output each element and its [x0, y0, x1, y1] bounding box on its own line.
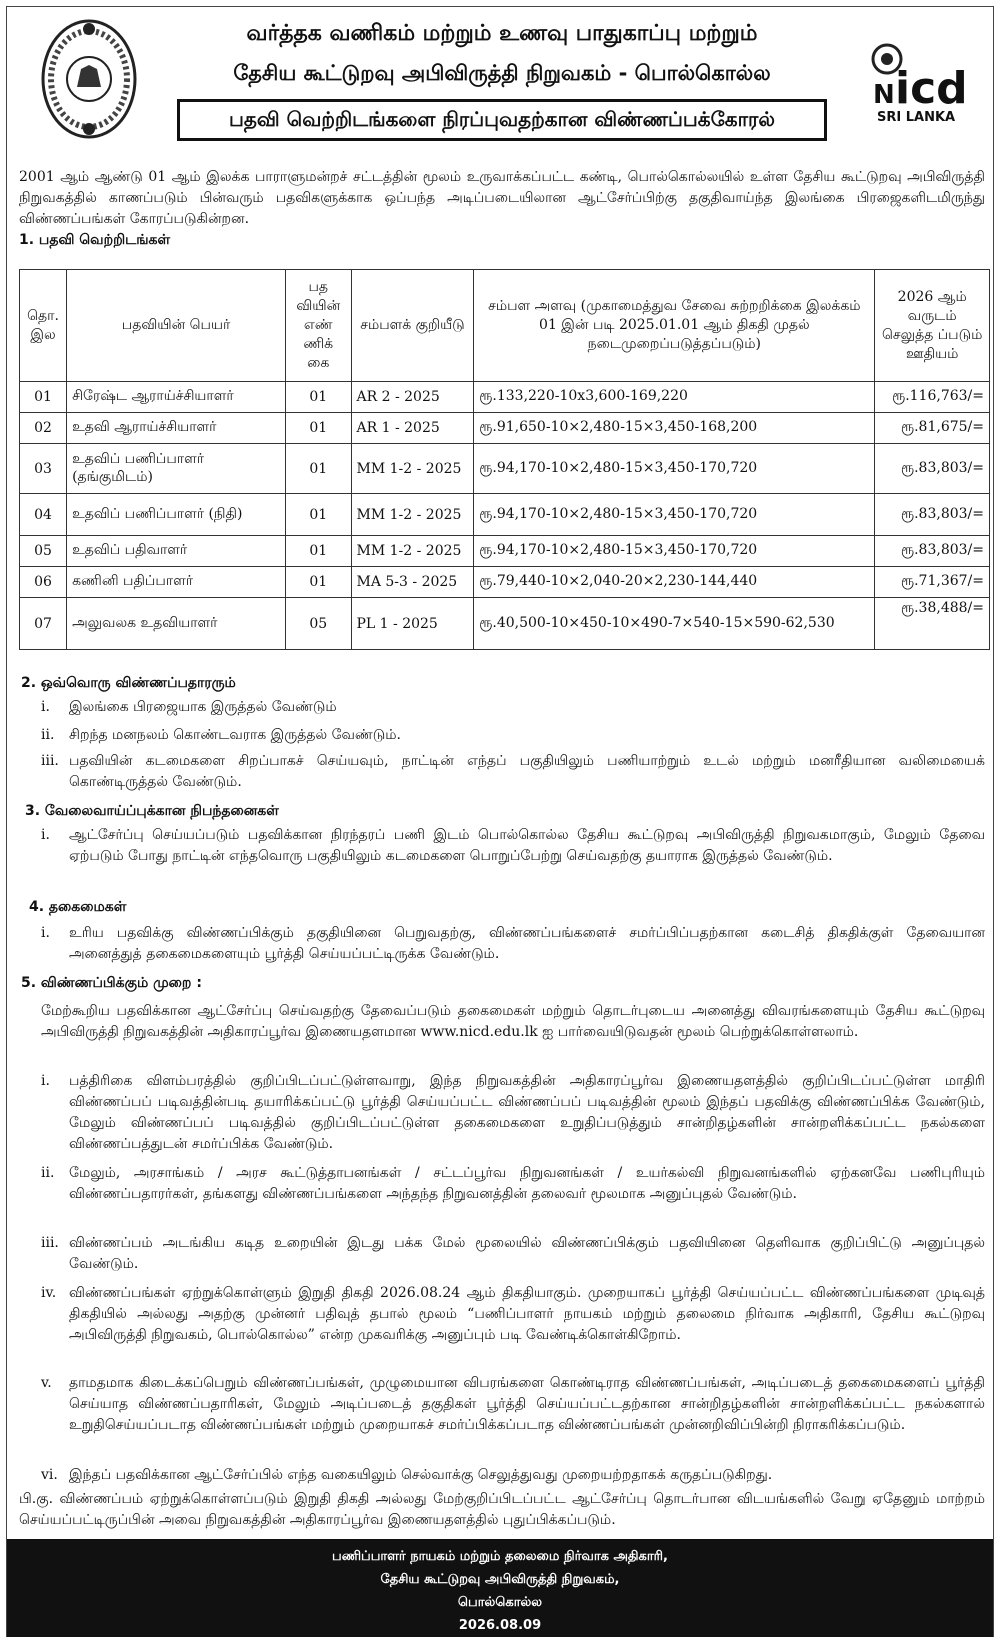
- cell-scale: ரூ.40,500-10×450-10×490-7×540-15×590-62,530: [474, 598, 875, 650]
- cell-post: கணினி பதிப்பாளர்: [67, 567, 286, 598]
- cell-post: உதவிப் பணிப்பாளர் (நிதி): [67, 494, 286, 536]
- cell-salary: ரூ.116,763/=: [875, 382, 990, 413]
- cell-salary: ரூ.71,367/=: [875, 567, 990, 598]
- cell-no: 05: [20, 536, 67, 567]
- cell-code: AR 2 - 2025: [351, 382, 474, 413]
- list-number: i.: [41, 699, 50, 715]
- notice-header: [7, 7, 995, 145]
- cell-salary: ரூ.83,803/=: [875, 536, 990, 567]
- cell-code: MA 5-3 - 2025: [351, 567, 474, 598]
- table-row: [20, 567, 990, 598]
- cell-code: MM 1-2 - 2025: [351, 444, 474, 494]
- cell-count: 01: [286, 444, 351, 494]
- cell-scale: ரூ.79,440-10×2,040-20×2,230-144,440: [474, 567, 875, 598]
- nicd-logo: [869, 37, 989, 127]
- nicd-logo-subtext: SRI LANKA: [877, 110, 956, 125]
- cell-post: சிரேஷ்ட ஆராய்ச்சியாளர்: [67, 382, 286, 413]
- list-item: விண்ணப்பம் அடங்கிய கடித உறையின் இடது பக்க மேல் மூலையில் விண்ணப்பிக்கும் பதவியினை தெளிவாக குறிப்பிட்டு அனுப்புதல் வேண்டும்.: [69, 1235, 985, 1272]
- table-row: [20, 494, 990, 536]
- list-item: பத்திரிகை விளம்பரத்தில் குறிப்பிடப்பட்டுள்ளவாறு, இந்த நிறுவகத்தின் அதிகாரப்பூர்வ இணையதளத்தில் குறிப்பிடப்பட்டுள்ள மாதிரி விண்ணப்பப் படிவத்தின்படி தயாரிக்கப்பட்டு பூர்த்தி செய்யப்பட்ட விண்ணப்பப் படிவத்தின் மூலம் இந்தப் பதவிக்கு விண்ணப்பிக்க வேண்டும், மேலும் விண்ணப்பப் படிவத்தில் குறிப்பிடப்பட்டுள்ள தகைமைகளை உறுதிப்படுத்தும் சான்றிதழ்களின் சான்றளிக்கப்பட்ட நகல்களை விண்ணப்பத்துடன் சமர்ப்பிக்க வேண்டும்.: [69, 1073, 985, 1152]
- list-number: vi.: [41, 1467, 58, 1483]
- col-header-scale: சம்பள அளவு (முகாமைத்துவ சேவை சுற்றறிக்கை இலக்கம் 01 இன் படி 2025.01.01 ஆம் திகதி முதல் நடைமுறைப்படுத்தப்படும்): [474, 270, 875, 382]
- list-number: i.: [41, 827, 50, 843]
- section-4-title: 4. தகைமைகள்: [29, 899, 127, 915]
- list-number: i.: [41, 1073, 50, 1089]
- notice-page: [6, 6, 994, 1637]
- header-title-line1: வர்த்தக வணிகம் மற்றும் உணவு பாதுகாப்பு மற்றும்: [246, 21, 758, 46]
- cell-no: 01: [20, 382, 67, 413]
- col-header-no: தொ. இல: [20, 270, 67, 382]
- cell-count: 01: [286, 567, 351, 598]
- cell-salary: ரூ.81,675/=: [875, 413, 990, 444]
- section-1-title: 1. பதவி வெற்றிடங்கள்: [19, 232, 171, 248]
- list-number: v.: [41, 1375, 52, 1391]
- cell-no: 02: [20, 413, 67, 444]
- notice-banner: பதவி வெற்றிடங்களை நிரப்புவதற்கான விண்ணப்பக்கோரல்: [177, 99, 827, 141]
- cell-salary: ரூ.38,488/=: [875, 598, 990, 650]
- postscript-note: பி.கு. விண்ணப்பம் ஏற்றுக்கொள்ளப்படும் இறுதி திகதி அல்லது மேற்குறிப்பிடப்பட்ட ஆட்சேர்ப்பு தொடர்பான விடயங்களில் வேறு ஏதேனும் மாற்றம் செய்யப்பட்டிருப்பின் அவை நிறுவகத்தின் அதிகாரப்பூர்வ இணையதளத்தில் புதுப்பிக்கப்படும்.: [19, 1491, 985, 1528]
- cell-no: 04: [20, 494, 67, 536]
- cell-scale: ரூ.94,170-10×2,480-15×3,450-170,720: [474, 536, 875, 567]
- col-header-code: சம்பளக் குறியீடு: [351, 270, 474, 382]
- header-title-line2: தேசிய கூட்டுறவு அபிவிருத்தி நிறுவகம் - பொல்கொல்ல: [233, 61, 771, 85]
- intro-paragraph: 2001 ஆம் ஆண்டு 01 ஆம் இலக்க பாராளுமன்றச் சட்டத்தின் மூலம் உருவாக்கப்பட்ட கண்டி, பொல்கொல்லயில் உள்ள தேசிய கூட்டுறவு அபிவிருத்தி நிறுவகத்தில் காணப்படும் பின்வரும் பதவிகளுக்காக ஒப்பந்த அடிப்படையிலான ஆட்சேர்ப்பிற்கு தகுதிவாய்ந்த இலங்கை பிரஜைகளிடமிருந்து விண்ணப்பங்கள் கோரப்படுகின்றன.: [19, 169, 985, 227]
- section-2-title: 2. ஒவ்வொரு விண்ணப்பதாரரும்: [21, 675, 236, 691]
- list-item: பதவியின் கடமைகளை சிறப்பாகச் செய்யவும், நாட்டின் எந்தப் பகுதியிலும் பணியாற்றும் உடல் மற்றும் மனரீதியான வலிமையைக் கொண்டிருத்தல் வேண்டும்.: [69, 753, 985, 790]
- cell-code: PL 1 - 2025: [351, 598, 474, 650]
- cell-no: 06: [20, 567, 67, 598]
- cell-count: 05: [286, 598, 351, 650]
- cell-post: அலுவலக உதவியாளர்: [67, 598, 286, 650]
- list-number: i.: [41, 925, 50, 941]
- list-item: மேலும், அரசாங்கம் / அரச கூட்டுத்தாபனங்கள் / சட்டப்பூர்வ நிறுவனங்கள் / உயர்கல்வி நிறுவனங்களில் ஏற்கனவே பணிபுரியும் விண்ணப்பதாரர்கள், தங்களது விண்ணப்பங்களை அந்தந்த நிறுவனத்தின் தலைவர் மூலமாக அனுப்புதல் வேண்டும்.: [69, 1165, 985, 1202]
- section-5-title: 5. விண்ணப்பிக்கும் முறை :: [21, 975, 202, 991]
- list-item: விண்ணப்பங்கள் ஏற்றுக்கொள்ளும் இறுதி திகதி 2026.08.24 ஆம் திகதியாகும். முறையாகப் பூர்த்தி செய்யப்பட்ட விண்ணப்பங்களை முடிவுத் திகதியில் அல்லது அதற்கு முன்னர் பதிவுத் தபால் மூலம் “பணிப்பாளர் நாயகம் மற்றும் தலைமை நிர்வாக அதிகாரி, தேசிய கூட்டுறவு அபிவிருத்தி நிறுவகம், பொல்கொல்ல” என்ற முகவரிக்கு அனுப்பும் படி வேண்டிக்கொள்கிறோம்.: [69, 1285, 986, 1343]
- nicd-logo-letter: N: [873, 80, 895, 110]
- list-item: ஆட்சேர்ப்பு செய்யப்படும் பதவிக்கான நிரந்தரப் பணி இடம் பொல்கொல்ல தேசிய கூட்டுறவு அபிவிருத்தி நிறுவகமாகும், மேலும் தேவை ஏற்படும் போது நாட்டின் எந்தவொரு பகுதியிலும் கடமைகளை பொறுப்பேற்று செய்வதற்கு தயாராக இருத்தல் வேண்டும்.: [69, 827, 985, 864]
- col-header-post: பதவியின் பெயர்: [67, 270, 286, 382]
- list-item: தாமதமாக கிடைக்கப்பெறும் விண்ணப்பங்கள், முழுமையான விபரங்களை கொண்டிராத விண்ணப்பங்கள், அடிப்படைத் தகைமைகளைப் பூர்த்தி செய்யாத விண்ணப்பதாரிகள், மேலும் அடிப்படைத் தகுதிகள் பூர்த்தி செய்யப்பட்டதற்கான சான்றிதழ்களின் சான்றளிக்கப்பட்ட நகல்களால் உறுதிசெய்யப்படாத விண்ணப்பங்கள் மற்றும் முறையாகச் சமர்ப்பிக்கப்படாத விண்ணப்பங்கள் முன்னறிவிப்பின்றி நிராகரிக்கப்படும்.: [69, 1375, 985, 1433]
- list-number: iv.: [41, 1285, 57, 1301]
- footer-line2: தேசிய கூட்டுறவு அபிவிருத்தி நிறுவகம்,: [380, 1572, 620, 1587]
- cell-code: MM 1-2 - 2025: [351, 536, 474, 567]
- cell-scale: ரூ.94,170-10×2,480-15×3,450-170,720: [474, 494, 875, 536]
- cell-no: 07: [20, 598, 67, 650]
- list-item: இலங்கை பிரஜையாக இருத்தல் வேண்டும்: [69, 699, 337, 715]
- cell-scale: ரூ.94,170-10×2,480-15×3,450-170,720: [474, 444, 875, 494]
- vacancy-table: [19, 269, 990, 650]
- signature-footer: [7, 1539, 993, 1637]
- list-item: உரிய பதவிக்கு விண்ணப்பிக்கும் தகுதியினை பெறுவதற்கு, விண்ணப்பங்களைச் சமர்ப்பிப்பதற்கான கடைசித் திகதிக்குள் தேவையான அனைத்துத் தகைமைகளையும் பூர்த்தி செய்யப்பட்டிருக்க வேண்டும்.: [69, 925, 985, 962]
- footer-date: 2026.08.09: [458, 1618, 542, 1633]
- cell-scale: ரூ.133,220-10x3,600-169,220: [474, 382, 875, 413]
- list-number: ii.: [41, 1165, 55, 1181]
- list-number: iii.: [41, 1235, 59, 1251]
- nicd-logo-icon: [869, 37, 989, 127]
- table-row: [20, 444, 990, 494]
- cell-post: உதவி ஆராய்ச்சியாளர்: [67, 413, 286, 444]
- table-row: [20, 413, 990, 444]
- cell-count: 01: [286, 413, 351, 444]
- list-number: ii.: [41, 727, 55, 743]
- nicd-logo-text: icd: [895, 63, 968, 114]
- list-number: iii.: [41, 753, 59, 769]
- list-item: சிறந்த மனநலம் கொண்டவராக இருத்தல் வேண்டும்.: [69, 727, 401, 743]
- cell-salary: ரூ.83,803/=: [875, 494, 990, 536]
- cell-post: உதவிப் பணிப்பாளர் (தங்குமிடம்): [67, 444, 286, 494]
- col-header-count: பத வியின் எண் ணிக் கை: [286, 270, 351, 382]
- footer-line1: பணிப்பாளர் நாயகம் மற்றும் தலைமை நிர்வாக அதிகாரி,: [332, 1549, 668, 1564]
- table-row: [20, 598, 990, 650]
- section-5-intro: மேற்கூறிய பதவிக்கான ஆட்சேர்ப்பு செய்வதற்கு தேவைப்படும் தகைமைகள் மற்றும் தொடர்புடைய அனைத்து விவரங்களையும் தேசிய கூட்டுறவு அபிவிருத்தி நிறுவகத்தின் அதிகாரப்பூர்வ இணையதளமான www.nicd.edu.lk ஐ பார்வையிடுவதன் மூலம் பெற்றுக்கொள்ளலாம்.: [41, 1003, 985, 1040]
- list-item: இந்தப் பதவிக்கான ஆட்சேர்ப்பில் எந்த வகையிலும் செல்வாக்கு செலுத்துவது முறையற்றதாகக் கருதப்படுகிறது.: [69, 1467, 773, 1483]
- footer-line3: பொல்கொல்ல: [457, 1595, 543, 1610]
- cell-scale: ரூ.91,650-10×2,480-15×3,450-168,200: [474, 413, 875, 444]
- cell-no: 03: [20, 444, 67, 494]
- col-header-salary: 2026 ஆம் வருடம் செலுத்த ப்படும் ஊதியம்: [875, 270, 990, 382]
- cell-code: MM 1-2 - 2025: [351, 494, 474, 536]
- cell-post: உதவிப் பதிவாளர்: [67, 536, 286, 567]
- cell-salary: ரூ.83,803/=: [875, 444, 990, 494]
- sri-lanka-emblem-icon: [39, 17, 139, 141]
- cell-count: 01: [286, 382, 351, 413]
- table-row: [20, 382, 990, 413]
- table-row: [20, 536, 990, 567]
- cell-count: 01: [286, 494, 351, 536]
- cell-code: AR 1 - 2025: [351, 413, 474, 444]
- cell-count: 01: [286, 536, 351, 567]
- section-3-title: 3. வேலைவாய்ப்புக்கான நிபந்தனைகள்: [25, 803, 279, 819]
